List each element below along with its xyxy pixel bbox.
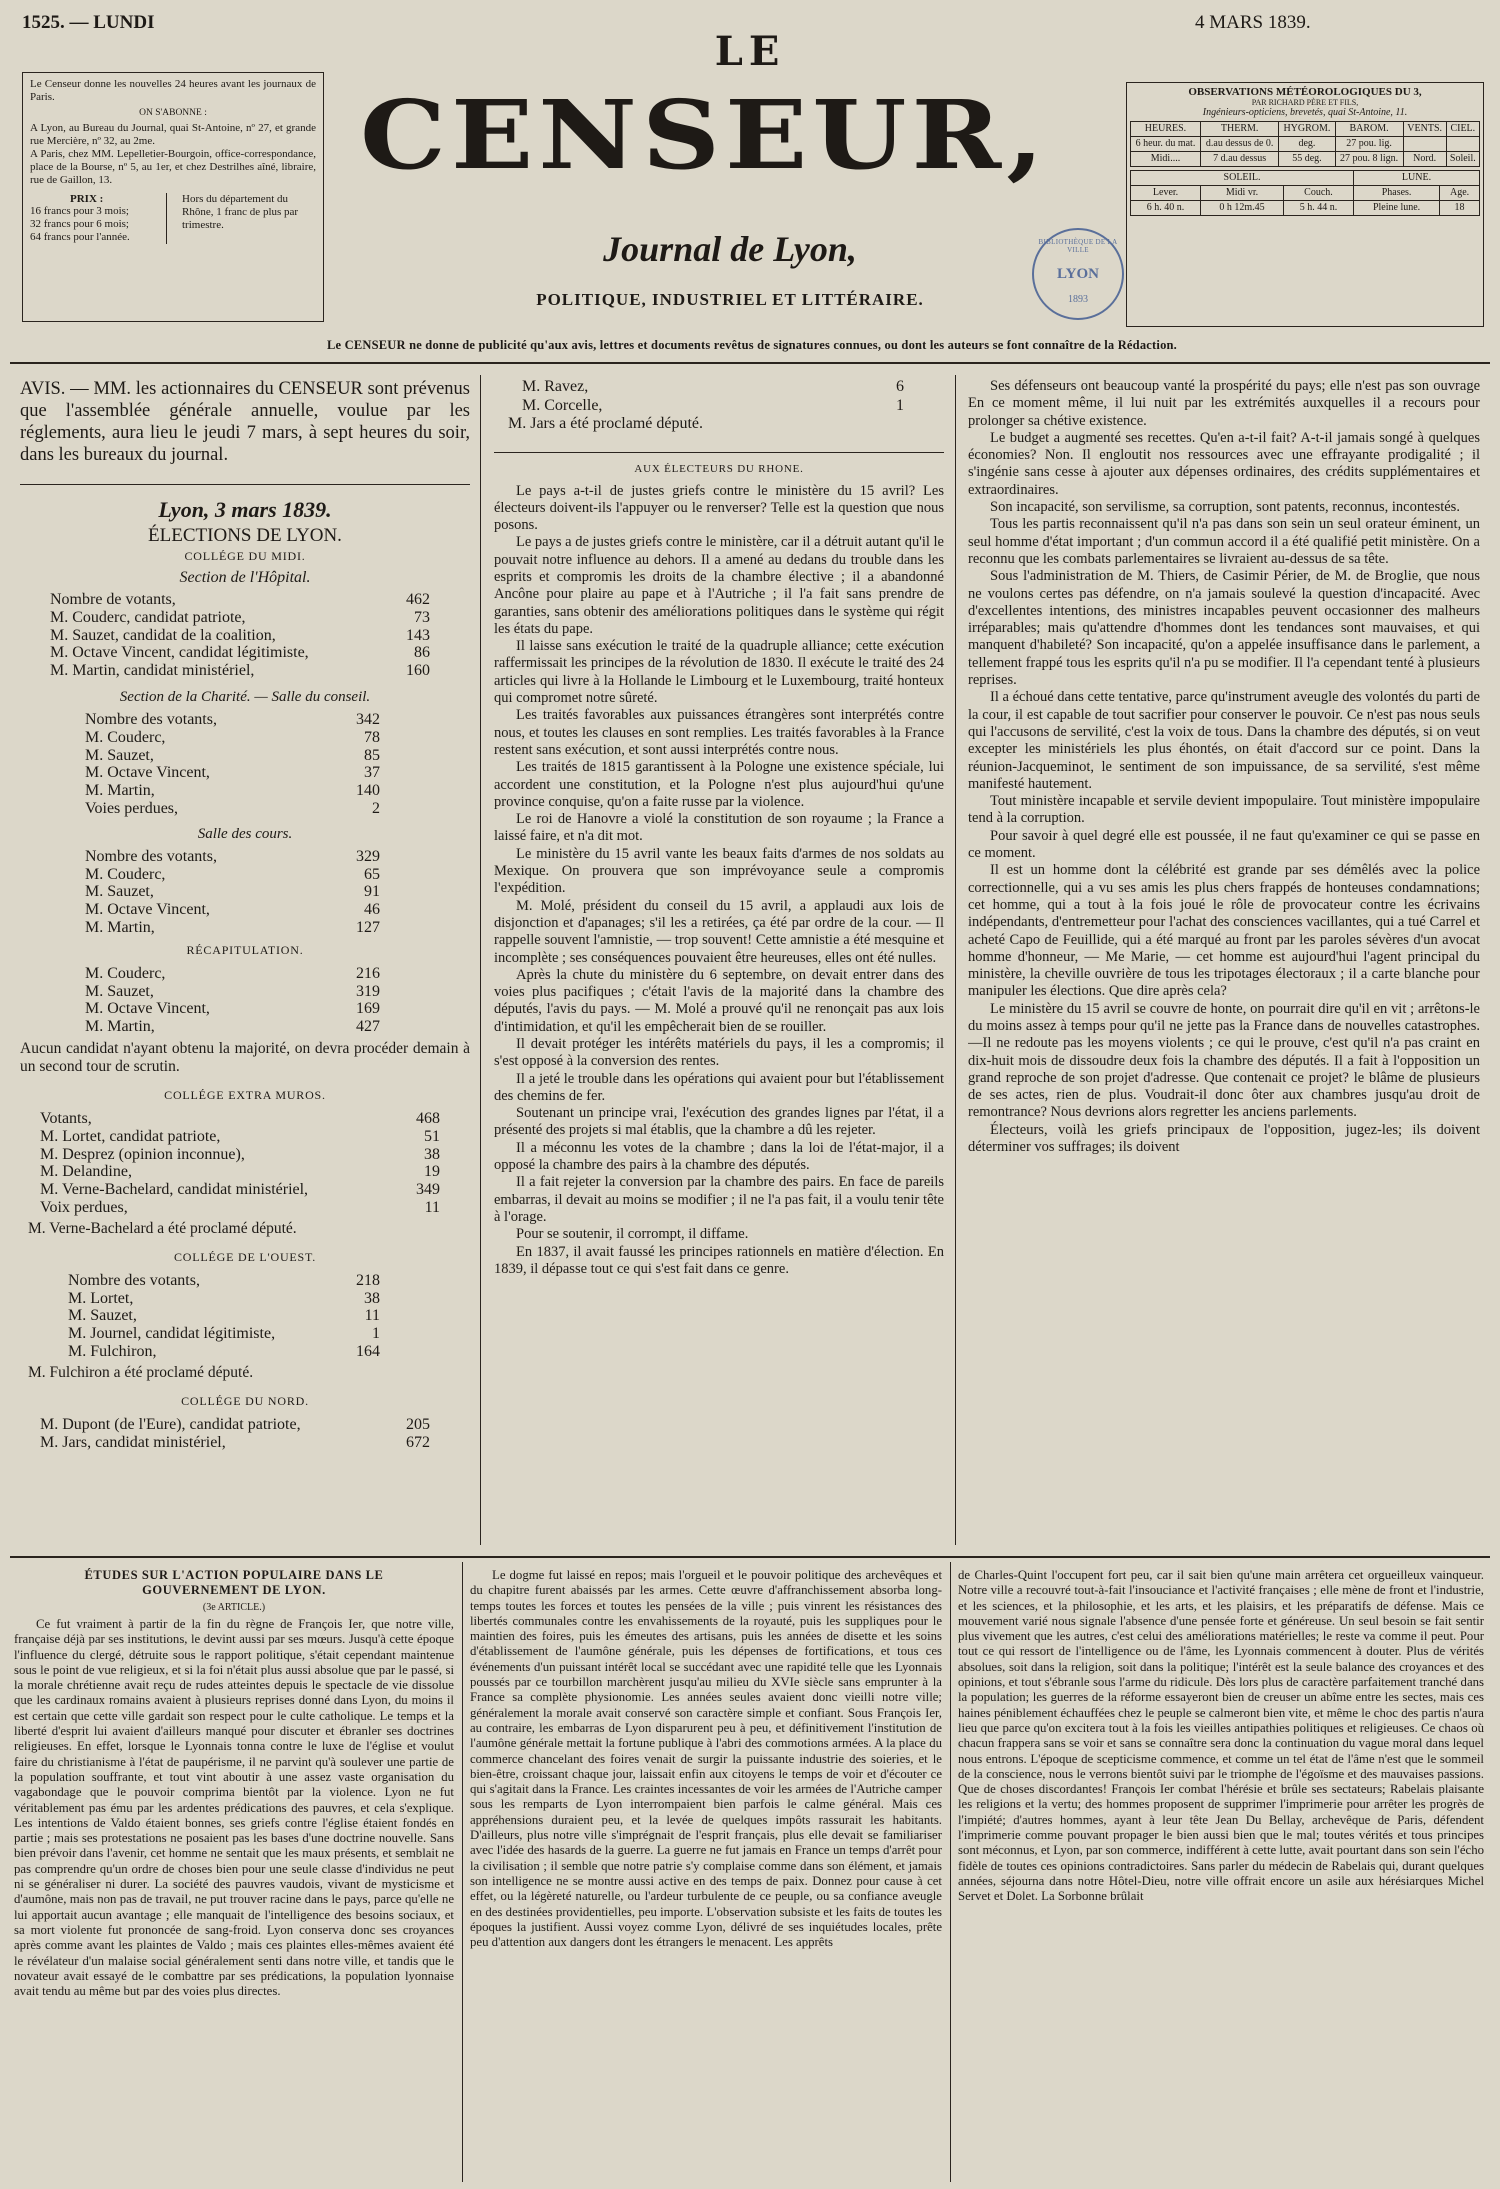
paragraph: Le pays a de justes griefs contre le ministère, car il a détruit autant qu'il le pouvait notre influence au dehors. Il a amené au dedans du trouble dans les esprits et compromis les droits de la chambre élective ; il a abandonné Ancône pour plaire au pape et à l'Autriche ; il l'a fait sans prendre de garanties, sans obtenir des améliorations politiques dans le système qui régit les états du pape. xyxy=(494,534,944,637)
feuilleton-col-2 xyxy=(470,1568,942,2186)
column-3 xyxy=(968,378,1480,1548)
column-divider xyxy=(480,375,481,1545)
subscription-intro: Le Censeur donne les nouvelles 24 heures avant les journaux de Paris. xyxy=(30,78,316,103)
paragraph: Il devait protéger les intérêts matériels du pays, il les a compromis; il s'est opposé à la conversion des rentes. xyxy=(494,1036,944,1070)
ouest-note: M. Fulchiron a été proclamé député. xyxy=(28,1363,254,1381)
col2-rule xyxy=(494,452,944,453)
section-charite-title: Section de la Charité. — Salle du conseil. xyxy=(119,688,371,705)
subtitle: Journal de Lyon, xyxy=(603,229,857,269)
price-item: 16 francs pour 3 mois; xyxy=(30,205,129,217)
extra-results xyxy=(20,1110,470,1217)
subscription-heading: ON S'ABONNE : xyxy=(139,108,207,118)
table-row: M. Martin, 427 xyxy=(85,1018,380,1036)
college-midi-title: COLLÉGE DU MIDI. xyxy=(184,549,306,563)
astro-cell: 0 h 12m.45 xyxy=(1201,201,1284,216)
astro-head: Lever. xyxy=(1131,186,1201,201)
subscription-box xyxy=(22,72,324,322)
table-row: M. Couderc, 65 xyxy=(85,865,380,883)
tagline: POLITIQUE, INDUSTRIEL ET LITTÉRAIRE. xyxy=(536,290,924,309)
col2-top-results xyxy=(494,378,944,415)
feuilleton-col-1 xyxy=(14,1568,454,2186)
paragraph: Les traités de 1815 garantissent à la Pologne une existence spéciale, lui accordent une constitution, et la Pologne n'est plus aujourd'hui qu'une province conquise, qu'on a faite russe par la violence. xyxy=(494,759,944,810)
brace-divider xyxy=(166,193,176,244)
astro-cell: Pleine lune. xyxy=(1354,201,1440,216)
avis-rule xyxy=(20,484,470,485)
table-row: Voix perdues, 11 xyxy=(40,1198,440,1216)
table-row: M. Sauzet, 91 xyxy=(85,883,380,901)
paragraph: Il a méconnu les votes de la chambre ; dans la loi de l'état-major, il a opposé la chambre des pairs à la chambre des députés. xyxy=(494,1139,944,1174)
feuilleton-title: ÉTUDES SUR L'ACTION POPULAIRE DANS LE GOUVERNEMENT DE LYON. xyxy=(84,1568,384,1597)
table-row: M. Sauzet, 85 xyxy=(85,746,380,764)
electeurs-heading: AUX ÉLECTEURS DU RHONE. xyxy=(634,462,804,475)
subscription-lyon: A Lyon, au Bureau du Journal, quai St-Antoine, nº 27, et grande rue Mercière, nº 32, au 2me. xyxy=(30,122,316,147)
electeurs-article-continued xyxy=(968,378,1480,1156)
recap-results xyxy=(20,965,470,1036)
issue-number: 1525. — LUNDI xyxy=(22,12,155,33)
price-item: 64 francs pour l'année. xyxy=(30,231,130,243)
soleil-head: SOLEIL. xyxy=(1131,171,1354,186)
meteo-cell: 7 d.au dessus xyxy=(1200,152,1278,167)
table-row: M. Delandine, 19 xyxy=(40,1163,440,1181)
publicity-notice: Le CENSEUR ne donne de publicité qu'aux avis, lettres et documents revêtus de signatures connues, ou dont les auteurs se font connaître de la Rédaction. xyxy=(327,338,1177,352)
table-row: Nombre des votants, 329 xyxy=(85,847,380,865)
meteo-cell: deg. xyxy=(1279,137,1335,152)
feuilleton-text: Ce fut vraiment à partir de la fin du règne de François Ier, que notre ville, française déjà par ses institutions, le devint aussi par ses mœurs. Jusqu'à cette époque l'influence du clergé, détruite sous le rapport politique, s'était cependant maintenue sous le point de vue religieux, et si la foi n'était plus aussi absolue que par le passé, si la morale chrétienne avait reçu de rudes atteintes depuis le spectacle de vie dissolue que les cardinaux romains avaient à plusieurs reprises donné dans Lyon, du moins il est certain que cette ville gardait son respect pour le culte catholique. Le temps et la liberté d'esprit lui avaient d'ailleurs manqué pour discuter et ébranler ses doctrines religieuses. En effet, lorsque le Lyonnais tonna contre le luxe de l'église et voulut faire du christianisme à l'état de paupérisme, il ne parvint qu'à soulever une partie de la population souffrante, et tout vint aboutir à une assez vaste organisation du vagabondage que le pouvoir comprima bientôt par la violence. Lyon ne fut véritablement pas ému par les ardentes prédications des pauvres, et cela s'explique. Les intentions de Valdo étaient bonnes, ses griefs contre l'église étaient fondés en partie ; mais ses protestations ne posaient pas les bases d'une doctrine nouvelle. Sans bien prévoir dans l'avenir, cet homme ne sentait que les maux présents, et semblait ne pas comprendre qu'un ordre de choses bien pour une seule classe d'individus ne peut ni se généraliser ni durer. La société des pauvres vaudois, vivant de mysticisme et d'aumône, mais non pas de travail, ne put trouver racine dans le pays, parce qu'elle ne lui apportait aucun avantage ; elle manquait de l'intelligence des besoins sociaux, et sa mort violente fut prononcée de sang-froid. Lyon conserva donc ses croyances après comme avant les plaintes de Valdo ; mais ces plaintes elles-mêmes avaient été le révélateur d'un malaise social généralement senti dans notre ville, et tandis que le novateur avait essayé de le combattre par ses prédications, la population lyonnaise avait tendu au même but par des voies plus directes. xyxy=(14,1617,454,1999)
meteo-box xyxy=(1126,82,1484,327)
feuilleton-rule xyxy=(10,1556,1490,1558)
table-row: M. Verne-Bachelard, candidat ministériel, 349 xyxy=(40,1181,440,1199)
masthead-le: LE xyxy=(714,28,786,75)
meteo-table xyxy=(1130,121,1480,167)
dateline: Lyon, 3 mars 1839. xyxy=(158,497,332,522)
astro-head: Age. xyxy=(1440,186,1480,201)
table-row: M. Ravez, 6 xyxy=(522,378,904,395)
meteo-head: VENTS. xyxy=(1403,122,1446,137)
table-row: M. Desprez (opinion inconnue), 38 xyxy=(40,1145,440,1163)
recap-note: Aucun candidat n'ayant obtenu la majorité, on devra procéder demain à un second tour de scrutin. xyxy=(20,1039,470,1075)
meteo-cell xyxy=(1403,137,1446,152)
table-row: M. Lortet, candidat patriote, 51 xyxy=(40,1127,440,1145)
astro-cell: 6 h. 40 n. xyxy=(1131,201,1201,216)
column-divider xyxy=(462,1562,463,2182)
table-row: M. Martin, 140 xyxy=(85,782,380,800)
meteo-cell: 27 pou. lig. xyxy=(1335,137,1403,152)
table-row: M. Octave Vincent, 37 xyxy=(85,764,380,782)
paragraph: Il est un homme dont la célébrité est grande par ses démêlés avec la police correctionnelle, qui a vu ses amis les plus chers frappés de honteuses condamnations; cet homme, qui a tout à la fois joué le rôle de provocateur contre les écrivains indépendants, d'entremetteur pour l'achat des consciences vacillantes, qui a tué Carrel et acheté Capo de Feuillide, qui a été marqué au front par les paroles sévères d'un avocat homme d'honneur, — Me Marie, — cet homme est aujourd'hui l'agent principal du ministère, la cheville ouvrière de tous les tripotages électoraux ; il a carte blanche pour manipuler les élections. Que dire après cela? xyxy=(968,862,1480,1000)
paragraph: Il a fait rejeter la conversion par la chambre des pairs. En face de pareils embarras, il devait au moins se modifier ; il ne l'a pas fait, il a voulu tenir tête à l'orage. xyxy=(494,1174,944,1225)
meteo-cell: d.au dessus de 0. xyxy=(1200,137,1278,152)
meteo-makers: Ingénieurs-opticiens, brevetés, quai St-Antoine, 11. xyxy=(1202,107,1408,118)
meteo-title: OBSERVATIONS MÉTÉOROLOGIQUES DU 3, xyxy=(1188,86,1422,98)
elections-title: ÉLECTIONS DE LYON. xyxy=(148,525,342,546)
paragraph: Après la chute du ministère du 6 septembre, on devait entrer dans des voies plus pacifiques ; c'était l'avis de la majorité dans la chambre des députés, l'avis du pays. — M. Molé a prouvé qu'il ne renonçait pas aux lois d'intimidation, et qu'il les empêcherait bien de se rouiller. xyxy=(494,966,944,1035)
paragraph: Le ministère du 15 avril vante les beaux faits d'armes de nos soldats au Mexique. On prouvera que son imprévoyance seule a compromis l'expédition. xyxy=(494,845,944,897)
recap-title: RÉCAPITULATION. xyxy=(186,942,304,957)
meteo-head: HYGROM. xyxy=(1279,122,1335,137)
issue-date: 4 MARS 1839. xyxy=(1195,12,1311,33)
library-stamp xyxy=(1032,228,1124,320)
paragraph: Pour savoir à quel degré elle est poussée, il ne faut qu'examiner ce qui se passe en ce moment. xyxy=(968,827,1480,862)
lune-head: LUNE. xyxy=(1354,171,1480,186)
college-extra-title: COLLÉGE EXTRA MUROS. xyxy=(164,1087,326,1102)
stamp-text: BIBLIOTHÈQUE DE LA VILLE xyxy=(1038,238,1118,254)
astro-head: Couch. xyxy=(1283,186,1353,201)
table-row: M. Sauzet, candidat de la coalition, 143 xyxy=(50,626,430,644)
table-row: M. Couderc, 216 xyxy=(85,964,380,982)
paragraph: Le budget a augmenté ses recettes. Qu'en a-t-il fait? A-t-il jamais songé à quelques économies? Non. Il engloutit nos ressources avec une effrayante prodigalité ; il s'ingénie sans cesse à ajouter aux dépenses ordinaires, des crédits supplémentaires et extraordinaires. xyxy=(968,429,1480,498)
astro-head: Phases. xyxy=(1354,186,1440,201)
masthead-title: CENSEUR, xyxy=(360,80,1049,191)
meteo-cell: 27 pou. 8 lign. xyxy=(1335,152,1403,167)
meteo-cell: Nord. xyxy=(1403,152,1446,167)
table-row: M. Martin, 127 xyxy=(85,918,380,936)
cours-results xyxy=(20,848,470,937)
astro-cell: 5 h. 44 n. xyxy=(1283,201,1353,216)
meteo-cell: 55 deg. xyxy=(1279,152,1335,167)
subscription-paris: A Paris, chez MM. Lepelletier-Bourgoin, office-correspondance, place de la Bourse, nº 5, au 1er, et chez Destrilhes aîné, libraire, rue de Gaillon, 13. xyxy=(30,148,316,186)
paragraph: Électeurs, voilà les griefs principaux de l'opposition, jugez-les; ils doivent déterminer vos suffrages; ils doivent xyxy=(968,1121,1480,1156)
paragraph: Le ministère du 15 avril se couvre de honte, on pourrait dire qu'il en vit ; arrêtons-le du moins assez à temps pour qu'il ne jette pas la France dans de nouvelles catastrophes.—Il ne redoute pas les moyens violents ; ce qui le prouve, c'est qu'il n'a pas craint en dix-huit mois de dissoudre deux fois la chambre des députés. Il a fait à l'opposition un grand reproche de son projet d'adresse. Que contenait ce projet? le blâme de plusieurs de ses actes, rien de plus. Voudrait-il donc ôter aux chambres jusqu'au droit de remontrance? Nous devrions alors regretter les anciens parlements. xyxy=(968,1000,1480,1121)
table-row: M. Journel, candidat légitimiste, 1 xyxy=(68,1325,380,1343)
feuilleton-col-3 xyxy=(958,1568,1484,2186)
table-row: M. Lortet, 38 xyxy=(68,1289,380,1307)
salle-cours-title: Salle des cours. xyxy=(197,825,293,842)
paragraph: M. Molé, président du conseil du 15 avril, a applaudi aux lois de disjonction et d'apanages; s'il les a retirées, ça été par ordre de la cour. — Il rappelle souvent l'amnistie, — trop souvent! Cette amnistie a été mesquine et incomplète ; ses conséquences pouvaient être heureuses, elles ont été nulles. xyxy=(494,897,944,966)
meteo-head: CIEL. xyxy=(1446,122,1479,137)
meteo-head: THERM. xyxy=(1200,122,1278,137)
paragraph: Il a échoué dans cette tentative, parce qu'instrument aveugle des volontés du parti de la cour, il est capable de tout sacrifier pour conserver le pouvoir. Ce n'est pas nous seuls qui l'accusons de servilité, c'est la voix de tous. Dans la chambre des députés, si on veut excepter les ministériels les plus éhontés, on était d'accord sur ce point. Dans la réunion-Jacqueminot, le sentiment de son impuissance, de sa servilité, s'est même manifesté hautement. xyxy=(968,689,1480,792)
meteo-cell: Midi.... xyxy=(1131,152,1201,167)
paragraph: Son incapacité, son servilisme, sa corruption, sont patents, reconnus, incontestés. xyxy=(990,499,1460,516)
hors-departement: Hors du département du Rhône, 1 franc de plus par trimestre. xyxy=(182,193,299,231)
college-nord-title: COLLÉGE DU NORD. xyxy=(181,1393,309,1408)
paragraph: Tout ministère incapable et servile devient impopulaire. Tout ministère impopulaire tend à la corruption. xyxy=(968,793,1480,827)
extra-note: M. Verne-Bachelard a été proclamé député. xyxy=(28,1219,297,1237)
feuilleton-text: Le dogme fut laissé en repos; mais l'orgueil et le pouvoir politique des archevêques et du chapitre furent abaissés par les armes. Cette œuvre d'affranchissement absorba long-temps toutes les forces et toutes les pensées de la ville ; puis vinrent les résistances des libertés communales contre les envahissements de la royauté, puis les suppliques pour le maintien des foires, puis les émeutes des artisans, puis les années de disette et les soins d'établissement de l'aumône générale, puis les dépenses de fortifications, et tous ces événements d'un puissant intérêt local se succédant avec une rapidité telle que les Lyonnais poussés par ce tourbillon marchèrent jusqu'au milieu du XVIe siècle sans emprunter à la France sa complète physionomie. Les années seules avaient donc vieilli notre ville; généralement la morale avait conservé son caractère simple et confiant. Sous François Ier, au contraire, les embarras de Lyon disparurent peu à peu, et définitivement l'institution de l'aumône générale mettait la fortune publique à l'abri des commotions armées. A la place du commerce chancelant des foires venait de surgir la puissante industrie des soieries, et le bien-être, croissant chaque jour, laissait enfin aux citoyens le temps de voir et d'écouter ce qui s'agitait dans la France. Les craintes incessantes de voir les armées de l'Autriche camper sous les remparts de Lyon interrompaient bien parfois le calme général. Mais ces appréhensions duraient peu, et la levée de quelques impôts rassurait les habitants. D'ailleurs, plus notre ville s'imprégnait de l'esprit français, plus elle devait se familiariser avec l'idée des hasards de la guerre. La guerre ne fut jamais en France un temps d'arrêt pour la civilisation ; il semble que notre patrie s'y complaise comme dans son élément, et jamais son intelligence ne se montre aussi active en des temps de paix. Donnez pour cause à cet effet, ou la légèreté naturelle, ou l'ardeur turbulente de ce peuple, ou sa confiance aveugle en des destinées providentielles, peu importe. L'observation subsiste et les faits de toutes les époques la justifient. Aussi voyez comme Lyon, délivré de ses inquiétudes locales, prête peu d'attention aux dangers dont les étrangers le menacent. Les apprêts xyxy=(470,1568,942,1950)
table-row: M. Couderc, 78 xyxy=(85,728,380,746)
stamp-city: LYON xyxy=(1057,266,1099,282)
table-row: M. Octave Vincent, 46 xyxy=(85,901,380,919)
paragraph: Tous les partis reconnaissent qu'il n'a pas dans son sein un seul orateur éminent, un seul homme d'état important ; d'un commun accord il a été qualifié petit ministère. On a reconnu que les combats parlementaires se livraient au-dessus de sa tête. xyxy=(968,516,1480,567)
table-row: Votants, 468 xyxy=(40,1109,440,1127)
table-row: M. Martin, candidat ministériel, 160 xyxy=(50,662,430,680)
paragraph: Il laisse sans exécution le traité de la quadruple alliance; cette exécution raffermissait les principes de la révolution de 1830. Il exécute le traité des 24 articles qui livre à la Hollande le Limbourg et le Luxembourg, traité honteux qui compromet notre sûreté. xyxy=(494,638,944,707)
meteo-head: BAROM. xyxy=(1335,122,1403,137)
paragraph: Le roi de Hanovre a violé la constitution de son royaume ; la France a laissé faire, et n'a dit mot. xyxy=(494,811,944,845)
paragraph: Sous l'administration de M. Thiers, de Casimir Périer, de M. de Broglie, que nous ne voulons certes pas défendre, on n'a jamais soulevé la question d'incapacité. Avec d'excellentes intentions, des ministres incapables peuvent occasionner des malheurs irréparables; mais qu'attendre d'hommes dont les tendances sont mauvaises, et qui manquent d'habileté? Son incapacité, qu'on a appelée insuffisance dans le parlement, a tellement frappé tous les esprits qu'il n'a pu se modifier. Il l'a cependant tenté à plusieurs reprises. xyxy=(968,568,1480,689)
header-rule xyxy=(10,362,1490,364)
table-row: M. Jars, candidat ministériel, 672 xyxy=(40,1433,430,1451)
table-row: M. Octave Vincent, 169 xyxy=(85,1000,380,1018)
section-hopital-title: Section de l'Hôpital. xyxy=(179,569,311,586)
paragraph: Ses défenseurs ont beaucoup vanté la prospérité du pays; elle n'est pas son ouvrage En ce moment même, il lui nuit par les extrémités auxquelles il a recours pour prolonger sa chétive existence. xyxy=(968,378,1480,429)
table-row: Nombre des votants, 342 xyxy=(85,710,380,728)
feuilleton-subtitle: (3e ARTICLE.) xyxy=(202,1602,266,1613)
price-item: 32 francs pour 6 mois; xyxy=(30,218,129,230)
electeurs-article xyxy=(494,483,944,1279)
nord-results xyxy=(20,1416,470,1452)
table-row: M. Corcelle, 1 xyxy=(522,396,904,414)
column-2 xyxy=(494,378,944,1548)
astro-cell: 18 xyxy=(1440,201,1480,216)
hopital-results xyxy=(20,591,470,680)
column-divider xyxy=(955,375,956,1545)
prix-label: PRIX : xyxy=(70,193,104,205)
col2-top-note: M. Jars a été proclamé député. xyxy=(508,415,704,432)
meteo-par: PAR RICHARD PÈRE ET FILS, xyxy=(1251,98,1359,107)
astro-table xyxy=(1130,170,1480,216)
table-row: M. Sauzet, 11 xyxy=(68,1307,380,1325)
table-row: Nombre de votants, 462 xyxy=(50,591,430,608)
stamp-year: 1893 xyxy=(1068,294,1088,305)
feuilleton-text: de Charles-Quint l'occupent fort peu, car il sait bien qu'une main arrêtera cet orgueilleux vainqueur. Notre ville a recouvré tout-à-fait l'insouciance et l'activité françaises ; elle mène de front et l'industrie, et les sciences, et la philosophie, et les arts, et les plaisirs, et les préparatifs de défense. Mais ce mouvement varié nous signale l'absence d'une pensée forte et généreuse. Un seul besoin se fait sentir plus vivement que les autres, c'est celui des améliorations matérielles; le reste va comme il peut. Pour tout ce qui ressort de l'intelligence ou de l'âme, les Lyonnais commencent à douter. Plus de vérités absolues, soit dans la religion, soit dans la politique; l'intérêt est la seule balance des croyances et des opinions, et tout s'ébranle sous l'arme du ridicule. Dès lors plus de caractère parfaitement tranché dans la population; les guerres de la réforme essayeront bien de creuser un abîme entre les sectes, mais ces haines péniblement échauffées chez le peuple se calmeront bien vite, et même le choc des partis n'aura lieu que parce qu'on excitera tout à la fois les vieilles antipathies politiques et religieuses. Ce chaos où chacun frappera sans se voir et sans se connaître sera donc la continuation du vague moral dans lequel nous entrons. L'époque de scepticisme commence, et comme un tel état de l'âme n'est que le sommeil de la conscience, nous le verrons bientôt suivi par le triomphe de l'égoïsme et des mauvaises passions. Que de choses discordantes! François Ier combat l'hérésie et brûle ses sectateurs; Rabelais plaisante les religions et la vertu; des hommes proposent de supprimer l'imprimerie pour arrêter les progrès de l'impiété; d'autres hommes, ayant à leur tête Jean Du Bellay, archevêque de Paris, défendent l'imprimerie comme pouvant propager le bien aussi bien que le mal; toutes vérités et tous principes sont méconnus, et Lyon, par son commerce, indifférent à cette lutte, avait pourtant dans son sein l'écho fidèle de toutes ces opinions contradictoires. Sans parler du médecin de Rabelais qui, durant quelques années, séjourna dans notre Hôtel-Dieu, notre ville offrait encore un asile aux hérésiarques Michel Servet et Dolet. La Sorbonne brûlait xyxy=(958,1568,1484,1904)
table-row: Voies perdues, 2 xyxy=(85,799,380,817)
college-ouest-title: COLLÉGE DE L'OUEST. xyxy=(173,1249,317,1264)
table-row: M. Fulchiron, 164 xyxy=(68,1342,380,1360)
table-row: M. Sauzet, 319 xyxy=(85,982,380,1000)
paragraph: Soutenant un principe vrai, l'exécution des grandes lignes par l'état, il a présenté des projets si mal établis, que la chambre a dû les rejeter. xyxy=(494,1105,944,1139)
meteo-cell xyxy=(1446,137,1479,152)
table-row: M. Couderc, candidat patriote, 73 xyxy=(50,608,430,626)
paragraph: Il a jeté le trouble dans les opérations qui avaient pour but l'établissement des chemins de fer. xyxy=(494,1070,944,1104)
paragraph: Les traités favorables aux puissances étrangères sont interprétés contre nous, et toutes les clauses en sont remplies. Les traités favorables à la France restent sans exécution, et sont aussi interprétés contre nous. xyxy=(494,707,944,758)
column-divider xyxy=(950,1562,951,2182)
meteo-head: HEURES. xyxy=(1131,122,1201,137)
meteo-cell: 6 heur. du mat. xyxy=(1131,137,1201,152)
paragraph: Le pays a-t-il de justes griefs contre le ministère du 15 avril? Les électeurs doivent-ils l'appuyer ou le renverser? Telle est la question que nous posons. xyxy=(494,482,944,534)
table-row: M. Octave Vincent, candidat légitimiste, 86 xyxy=(50,644,430,662)
table-row: Nombre des votants, 218 xyxy=(68,1271,380,1289)
charite-results xyxy=(20,711,470,818)
paragraph: Pour se soutenir, il corrompt, il diffame. xyxy=(516,1226,749,1243)
astro-head: Midi vr. xyxy=(1201,186,1284,201)
ouest-results xyxy=(20,1272,470,1361)
paragraph: En 1837, il avait faussé les principes rationnels en matière d'élection. En 1839, il dépasse tout ce qui s'est fait dans ce genre. xyxy=(494,1243,944,1277)
avis-notice: AVIS. — MM. les actionnaires du CENSEUR sont prévenus que l'assemblée générale annuelle, voulue par les réglements, aura lieu le jeudi 7 mars, à sept heures du soir, dans les bureaux du journal. xyxy=(20,379,470,465)
column-1 xyxy=(20,378,470,1451)
table-row: M. Dupont (de l'Eure), candidat patriote, 205 xyxy=(40,1415,430,1433)
meteo-cell: Soleil. xyxy=(1446,152,1479,167)
